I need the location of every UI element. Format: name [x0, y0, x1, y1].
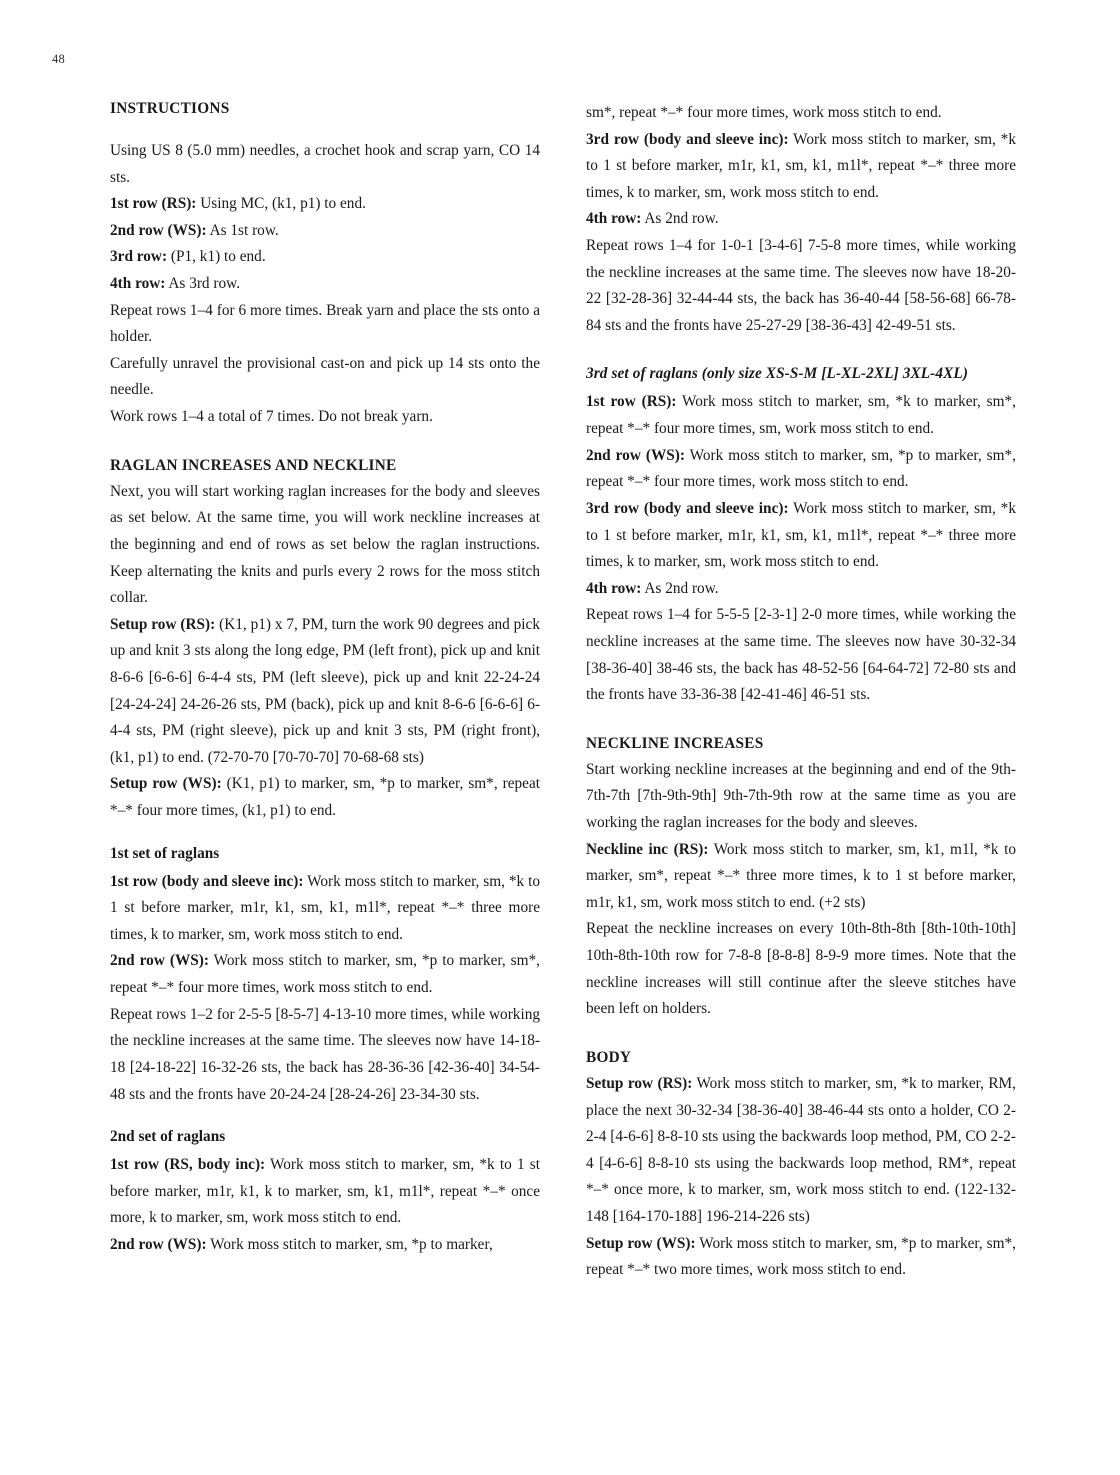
row-label: 2nd row (WS):	[110, 221, 207, 239]
row-text: Using MC, (k1, p1) to end.	[196, 195, 366, 213]
raglans2-row3-text: Work moss stitch to marker, sm, *k to 1 st before marker, m1r, k1, sm, k1, m1l*, repeat *–* three more times, k to marker, sm, work moss stitch to end.	[586, 130, 1016, 201]
row-2nd	[110, 218, 540, 245]
setup-row-rs-label: Setup row (RS):	[110, 615, 216, 633]
raglans1-repeat: Repeat rows 1–2 for 2-5-5 [8-5-7] 4-13-10 more times, while working the neckline increases at the same time. The sleeves now have 14-18-18 [24-18-22] 16-32-26 sts, the back has 28-36-36 [42-36-40] 34-54-48 sts and the fronts have 20-24-24 [28-24-26] 23-34-30 sts.	[110, 1005, 540, 1103]
raglans2-row2	[110, 1232, 540, 1259]
heading-2nd-set-of-raglans: 2nd set of raglans	[110, 1128, 226, 1146]
body-setup-row-ws-text: Work moss stitch to marker, sm, *p to marker, sm*, repeat *–* two more times, work moss stitch to end.	[586, 1234, 1016, 1279]
heading-neckline-increases: NECKLINE INCREASES	[586, 734, 764, 752]
paragraph-raglan-intro: Next, you will start working raglan increases for the body and sleeves as set below. At the same time, you will work neckline increases at the beginning and end of rows as set below the raglan instructions. Keep alternating the knits and purls every 2 rows for the moss stitch collar.	[110, 482, 540, 607]
row-3rd	[110, 244, 540, 271]
paragraph-intro: Using US 8 (5.0 mm) needles, a crochet hook and scrap yarn, CO 14 sts.	[110, 142, 540, 186]
raglans3-row4-label: 4th row:	[586, 579, 642, 597]
body-setup-row-rs-text: Work moss stitch to marker, sm, *k to marker, RM, place the next 30-32-34 [38-36-40] 38-46-44 sts onto a holder, CO 2-2-4 [4-6-6] 8-8-10 sts using the backwards loop method, PM, CO 2-2-4 [4-6-6] 8-8-10 sts using the backwards loop method, RM*, repeat *–* once more, k to marker, sm, work moss stitch to end. (122-132-148 [164-170-188] 196-214-226 sts)	[586, 1074, 1016, 1225]
body-setup-row-rs-label: Setup row (RS):	[586, 1074, 693, 1092]
raglans3-repeat: Repeat rows 1–4 for 5-5-5 [2-3-1] 2-0 more times, while working the neckline increases at the same time. The sleeves now have 30-32-34 [38-36-40] 38-46 sts, the back has 48-52-56 [64-64-72] 72-80 sts and the fronts have 33-36-38 [42-41-46] 46-51 sts.	[586, 606, 1016, 704]
raglans1-row1	[110, 869, 540, 949]
paragraph-neckline-intro: Start working neckline increases at the beginning and end of the 9th-7th-7th [7th-9th-9th] 9th-7th-9th row at the same time as you are working the raglan increases for the body and sleeves.	[586, 760, 1016, 832]
raglans2-row2-label: 2nd row (WS):	[110, 1235, 207, 1253]
raglans3-row2-label: 2nd row (WS):	[586, 446, 685, 464]
row-label: 3rd row:	[110, 248, 168, 266]
row-text: As 3rd row.	[165, 275, 241, 293]
raglans3-row4	[586, 576, 1016, 603]
paragraph-repeat-rows: Repeat rows 1–4 for 6 more times. Break yarn and place the sts onto a holder.	[110, 301, 540, 346]
raglans3-row2-text: Work moss stitch to marker, sm, *p to marker, sm*, repeat *–* four more times, work moss stitch to end.	[586, 446, 1016, 491]
neckline-inc-label: Neckline inc (RS):	[586, 840, 709, 858]
setup-row-ws-text: (K1, p1) to marker, sm, *p to marker, sm*, repeat *–* four more times, (k1, p1) to end.	[110, 775, 540, 820]
raglans2-row4	[586, 206, 1016, 233]
raglans3-row3-text: Work moss stitch to marker, sm, *k to 1 st before marker, m1r, k1, sm, k1, m1l*, repeat *–* three more times, k to marker, sm, work moss stitch to end.	[586, 499, 1016, 571]
raglans1-row2-label: 2nd row (WS):	[110, 952, 209, 970]
neckline-inc-text: Work moss stitch to marker, sm, k1, m1l, *k to marker, sm*, repeat *–* three more times, k to 1 st before marker, m1r, k1, sm, work moss stitch to end. (+2 sts)	[586, 840, 1016, 911]
row-label: 1st row (RS):	[110, 195, 197, 213]
raglans2-row3-label: 3rd row (body and sleeve inc):	[586, 130, 789, 148]
setup-row-rs-text: (K1, p1) x 7, PM, turn the work 90 degrees and pick up and knit 3 sts along the long edge, PM (left front), pick up and knit 8-6-6 [6-6-6] 6-4-4 sts, PM (left sleeve), pick up and knit 22-24-24 [24-24-24] 24-26-26 sts, PM (back), pick up and knit 8-6-6 [6-6-6] 6-4-4 sts, PM (right sleeve), pick up and knit 3 sts, PM (right front), (k1, p1) to end. (72-70-70 [70-70-70] 70-68-68 sts)	[110, 615, 540, 766]
page-number: 48	[52, 52, 66, 66]
paragraph-unravel: Carefully unravel the provisional cast-on and pick up 14 sts onto the needle.	[110, 354, 540, 399]
heading-instructions: INSTRUCTIONS	[110, 100, 230, 117]
raglans2-row2-text: Work moss stitch to marker, sm, *p to marker,	[206, 1235, 493, 1253]
body-setup-row-ws	[586, 1231, 1016, 1284]
raglans2-repeat: Repeat rows 1–4 for 1-0-1 [3-4-6] 7-5-8 more times, while working the neckline increases at the same time. The sleeves now have 18-20-22 [32-28-36] 32-44-44 sts, the back has 36-40-44 [58-56-68] 66-78-84 sts and the fronts have 25-27-29 [38-36-43] 42-49-51 sts.	[586, 237, 1016, 334]
row-text: As 1st row.	[206, 221, 279, 239]
raglans2-row3	[586, 127, 1016, 207]
raglans2-row1-text: Work moss stitch to marker, sm, *k to 1 st before marker, m1r, k1, k to marker, sm, k1, m1l*, repeat *–* once more, k to marker, sm, work moss stitch to end.	[110, 1156, 540, 1227]
raglans3-row1	[586, 389, 1016, 442]
raglans1-row2	[110, 948, 540, 1001]
raglans2-row1	[110, 1152, 540, 1232]
heading-3rd-set-of-raglans: 3rd set of raglans (only size XS-S-M [L-XL-2XL] 3XL-4XL)	[586, 365, 969, 383]
heading-body: BODY	[586, 1048, 632, 1066]
row-1st	[110, 191, 540, 218]
neckline-inc-row	[586, 837, 1016, 917]
raglans1-row2-text: Work moss stitch to marker, sm, *p to marker, sm*, repeat *–* four more times, work moss stitch to end.	[110, 952, 540, 997]
body-setup-row-rs	[586, 1071, 1016, 1231]
setup-row-rs	[110, 612, 540, 772]
raglans3-row1-text: Work moss stitch to marker, sm, *k to marker, sm*, repeat *–* four more times, sm, work moss stitch to end.	[586, 393, 1017, 438]
row-label: 4th row:	[110, 275, 166, 293]
setup-row-ws	[110, 771, 540, 824]
row-text: (P1, k1) to end.	[167, 248, 266, 266]
right-column	[586, 100, 1016, 1284]
row-4th	[110, 271, 540, 298]
paragraph-neckline-repeat: Repeat the neckline increases on every 10th-8th-8th [8th-10th-10th] 10th-8th-10th row for 7-8-8 [8-8-8] 8-9-9 more times. Note that the neckline increases will still continue after the sleeve stitches have been left on holders.	[586, 920, 1016, 1018]
body-setup-row-ws-label: Setup row (WS):	[586, 1234, 696, 1252]
paragraph-continuation: sm*, repeat *–* four more times, work moss stitch to end.	[586, 104, 942, 121]
raglans3-row3-label: 3rd row (body and sleeve inc):	[586, 499, 789, 517]
raglans2-row4-text: As 2nd row.	[641, 210, 719, 228]
heading-raglan-increases-and-neckline: RAGLAN INCREASES AND NECKLINE	[110, 456, 397, 474]
setup-row-ws-label: Setup row (WS):	[110, 775, 222, 793]
paragraph-work-rows: Work rows 1–4 a total of 7 times. Do not break yarn.	[110, 408, 433, 426]
left-column	[110, 100, 540, 1284]
raglans3-row2	[586, 443, 1016, 496]
raglans1-row1-label: 1st row (body and sleeve inc):	[110, 872, 304, 890]
raglans2-row1-label: 1st row (RS, body inc):	[110, 1156, 266, 1174]
raglans1-row1-text: Work moss stitch to marker, sm, *k to 1 st before marker, m1r, k1, sm, k1, m1l*, repeat *–* three more times, k to marker, sm, work moss stitch to end.	[110, 872, 540, 943]
two-column-layout	[110, 100, 1016, 1284]
raglans3-row1-label: 1st row (RS):	[586, 393, 677, 411]
raglans2-row4-label: 4th row:	[586, 210, 642, 228]
heading-1st-set-of-raglans: 1st set of raglans	[110, 844, 220, 862]
raglans3-row3	[586, 496, 1016, 576]
raglans3-row4-text: As 2nd row.	[641, 579, 719, 597]
